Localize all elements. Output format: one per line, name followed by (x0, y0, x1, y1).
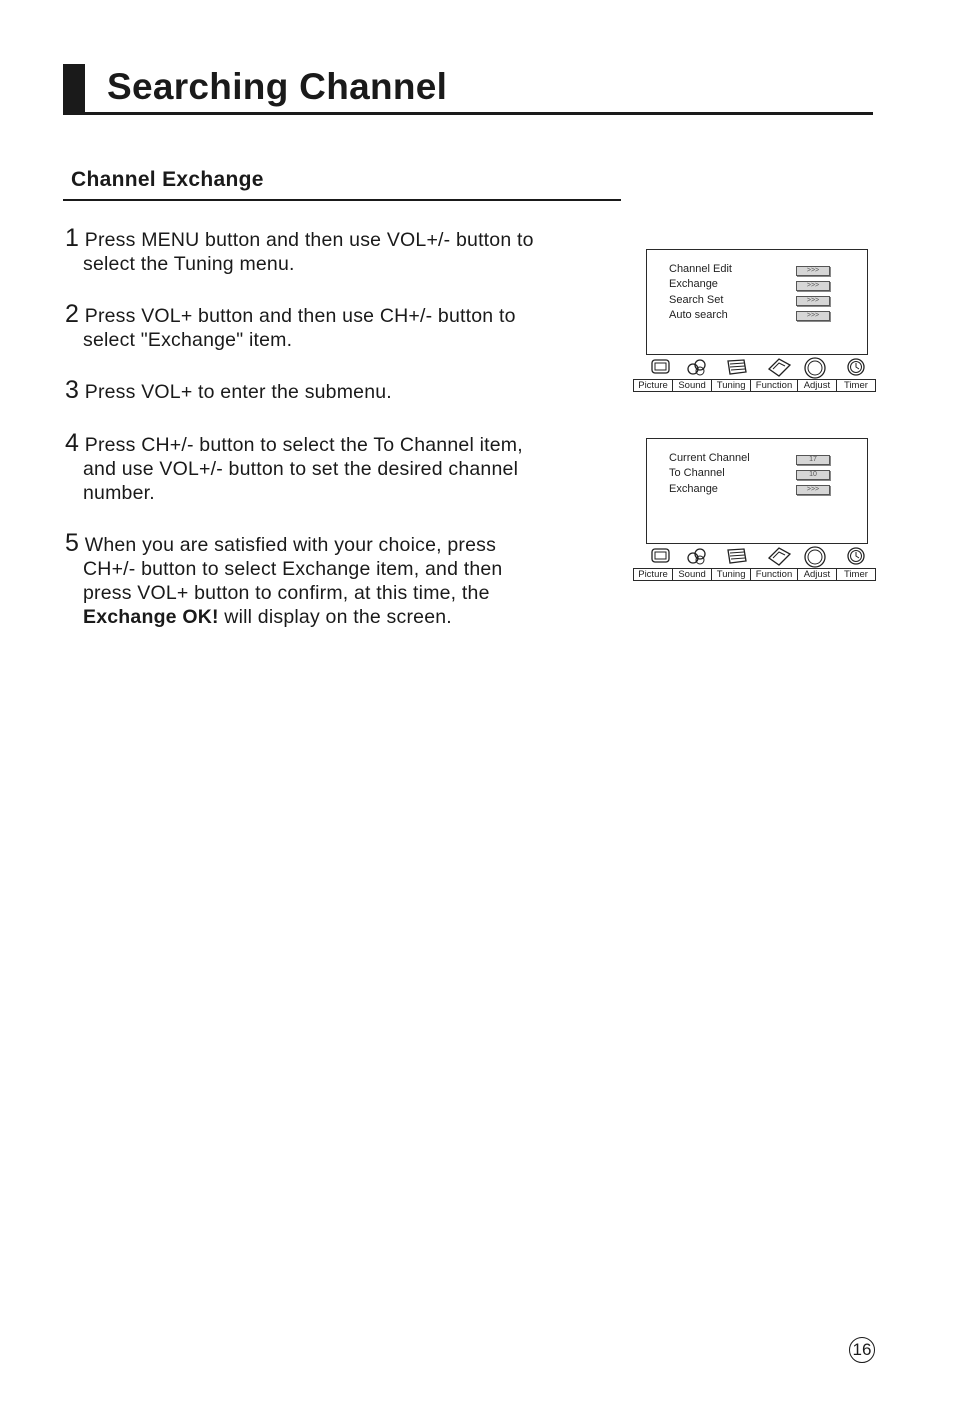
menu-item-label[interactable]: Search Set (669, 294, 724, 306)
tab-adjust[interactable]: Adjust (798, 380, 837, 391)
menu-item-label[interactable]: To Channel (669, 467, 725, 479)
tv-icon[interactable] (649, 357, 673, 377)
step-text: will display on the screen. (218, 606, 452, 628)
step-text: Press VOL+ to enter the submenu. (84, 381, 392, 403)
tab-adjust[interactable]: Adjust (798, 569, 837, 580)
step-text: Press MENU button and then use VOL+/- button to (84, 229, 534, 251)
step-text: number. (83, 482, 155, 504)
tools-icon[interactable] (765, 546, 793, 566)
tab-sound[interactable]: Sound (673, 569, 712, 580)
section-divider (63, 199, 621, 201)
step-text: select "Exchange" item. (83, 329, 293, 351)
menu-item-label[interactable]: Channel Edit (669, 263, 732, 275)
menu-item-value: >>> (796, 266, 830, 276)
menu-item-label[interactable]: Current Channel (669, 452, 750, 464)
page-number: 16 (849, 1337, 875, 1363)
menu-icon-strip (639, 546, 875, 566)
tab-function[interactable]: Function (751, 569, 798, 580)
antenna-icon[interactable] (725, 357, 749, 377)
tab-sound[interactable]: Sound (673, 380, 712, 391)
menu-item-value: >>> (796, 485, 830, 495)
menu-item-value: 17 (796, 455, 830, 465)
menu-icon-strip (639, 357, 875, 377)
step-1 (65, 226, 610, 276)
title-divider (63, 112, 873, 115)
menu-tab-bar (633, 379, 876, 392)
step-text (65, 605, 610, 629)
step-text: press VOL+ button to confirm, at this time, the (83, 582, 490, 604)
osd-screen (646, 249, 868, 355)
menu-item-value: >>> (796, 311, 830, 321)
menu-item-value: >>> (796, 281, 830, 291)
step-text: and use VOL+/- button to set the desired channel (83, 458, 519, 480)
tab-tuning[interactable]: Tuning (712, 569, 751, 580)
step-text: CH+/- button to select Exchange item, and then (83, 558, 503, 580)
speaker-icon[interactable] (685, 546, 709, 566)
menu-item-value: 10 (796, 470, 830, 480)
antenna-icon[interactable] (725, 546, 749, 566)
step-text: When you are satisfied with your choice, press (84, 534, 497, 556)
menu-item-label[interactable]: Exchange (669, 278, 718, 290)
page-title: Searching Channel (107, 66, 448, 107)
step-3 (65, 378, 610, 404)
tools-icon[interactable] (765, 357, 793, 377)
menu-tab-bar (633, 568, 876, 581)
tab-tuning[interactable]: Tuning (712, 380, 751, 391)
tv-icon[interactable] (649, 546, 673, 566)
title-marker (63, 64, 85, 114)
clock-icon[interactable] (845, 357, 869, 377)
step-text: Press VOL+ button and then use CH+/- button to (84, 305, 516, 327)
menu-item-label[interactable]: Auto search (669, 309, 728, 321)
step-number: 2 (65, 300, 80, 328)
step-2 (65, 302, 610, 352)
adjust-icon[interactable] (803, 357, 829, 381)
step-5 (65, 531, 610, 629)
tab-function[interactable]: Function (751, 380, 798, 391)
step-number: 4 (65, 429, 80, 457)
step-4 (65, 431, 610, 505)
tab-timer[interactable]: Timer (843, 569, 868, 580)
step-number: 5 (65, 529, 80, 557)
menu-item-label[interactable]: Exchange (669, 483, 718, 495)
tab-picture[interactable]: Picture (634, 380, 673, 391)
step-number: 1 (65, 224, 80, 252)
tab-picture[interactable]: Picture (634, 569, 673, 580)
clock-icon[interactable] (845, 546, 869, 566)
speaker-icon[interactable] (685, 357, 709, 377)
emphasis-text: Exchange OK! (83, 606, 219, 628)
menu-item-value: >>> (796, 296, 830, 306)
tab-timer[interactable]: Timer (843, 380, 868, 391)
step-text: select the Tuning menu. (83, 253, 295, 275)
osd-screen (646, 438, 868, 544)
section-title: Channel Exchange (71, 168, 264, 191)
adjust-icon[interactable] (803, 546, 829, 570)
step-number: 3 (65, 376, 80, 404)
step-text: Press CH+/- button to select the To Channel item, (84, 434, 523, 456)
